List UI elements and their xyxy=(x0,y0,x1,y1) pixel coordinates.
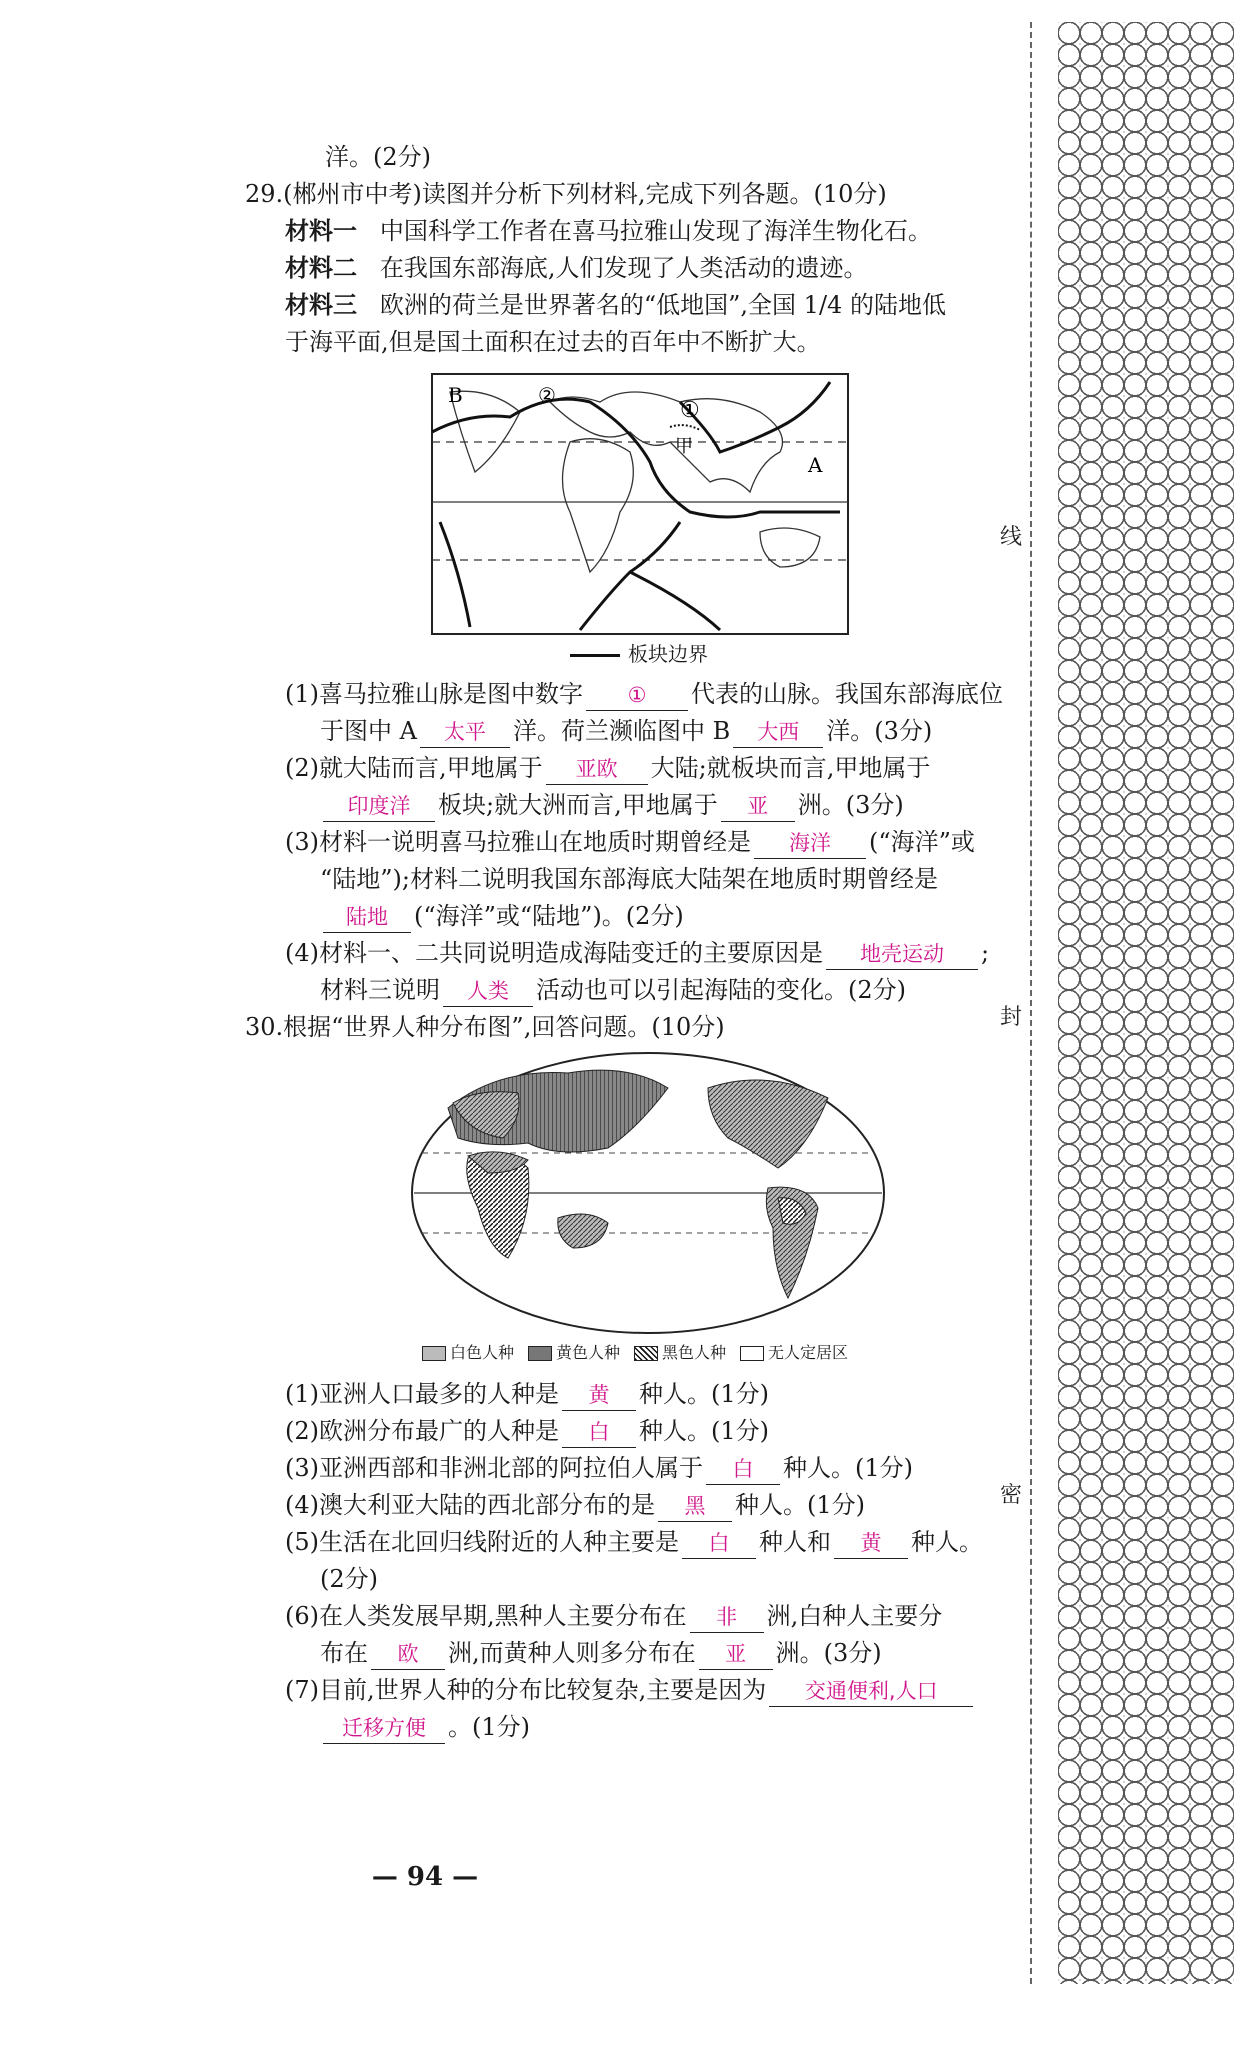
answer-blank[interactable]: 印度洋 xyxy=(323,791,435,822)
q29-3-line3: 陆地 (“海洋”或“陆地”)。(2分) xyxy=(320,899,684,933)
q29-2-line2: 印度洋 板块;就大洲而言,甲地属于 亚 洲。(3分) xyxy=(320,788,904,822)
material-1-text: 中国科学工作者在喜马拉雅山发现了海洋生物化石。 xyxy=(379,217,932,245)
map1-label-b: B xyxy=(448,383,463,407)
answer-blank[interactable]: 白 xyxy=(562,1417,636,1448)
q30-4: (4)澳大利亚大陆的西北部分布的是 黑 种人。(1分) xyxy=(285,1488,865,1522)
q30-5-line1: (5)生活在北回归线附近的人种主要是 白 种人和 黄 种人。 xyxy=(285,1525,983,1559)
answer-blank[interactable]: 白 xyxy=(706,1454,780,1485)
q30-3: (3)亚洲西部和非洲北部的阿拉伯人属于 白 种人。(1分) xyxy=(285,1451,913,1485)
answer-blank[interactable]: 迁移方便 xyxy=(323,1713,445,1744)
q30-1: (1)亚洲人口最多的人种是 黄 种人。(1分) xyxy=(285,1377,769,1411)
q30-7-line2: 迁移方便 。(1分) xyxy=(320,1710,530,1744)
q30-6-line2: 布在 欧 洲,而黄种人则多分布在 亚 洲。(3分) xyxy=(320,1636,882,1670)
q29-2-line1: (2)就大陆而言,甲地属于 亚欧 大陆;就板块而言,甲地属于 xyxy=(285,751,930,785)
q30-7-line1: (7)目前,世界人种的分布比较复杂,主要是因为 交通便利,人口 xyxy=(285,1673,976,1707)
answer-blank[interactable]: 黑 xyxy=(658,1491,732,1522)
q29-4-line1: (4)材料一、二共同说明造成海陆变迁的主要原因是 地壳运动 ; xyxy=(285,936,989,970)
legend-item-black: 黑色人种 xyxy=(634,1340,726,1363)
map1-label-2: ② xyxy=(538,383,556,407)
q29-4-line2: 材料三说明 人类 活动也可以引起海陆的变化。(2分) xyxy=(320,973,906,1007)
answer-blank[interactable]: 交通便利,人口 xyxy=(769,1676,973,1707)
material-3 xyxy=(285,288,946,322)
material-1 xyxy=(285,214,932,248)
material-2 xyxy=(285,251,868,285)
side-char-xian: 线 xyxy=(1000,525,1023,550)
prev-question-tail: 洋。(2分) xyxy=(325,143,431,171)
answer-blank[interactable]: 亚 xyxy=(721,791,795,822)
answer-blank[interactable]: 亚欧 xyxy=(546,754,648,785)
answer-blank[interactable]: 大西 xyxy=(733,717,823,748)
map1-label-a: A xyxy=(808,453,823,477)
q30-6-line1: (6)在人类发展早期,黑种人主要分布在 非 洲,白种人主要分 xyxy=(285,1599,942,1633)
answer-blank[interactable]: 黄 xyxy=(562,1380,636,1411)
material-2-label: 材料二 xyxy=(285,254,357,282)
side-char-feng: 封 xyxy=(1000,1005,1023,1030)
q29-3-line2: “陆地”);材料二说明我国东部海底大陆架在地质时期曾经是 xyxy=(320,865,938,893)
legend-item-white: 白色人种 xyxy=(422,1340,514,1363)
q30-2: (2)欧洲分布最广的人种是 白 种人。(1分) xyxy=(285,1414,769,1448)
map1-caption: 板块边界 xyxy=(570,638,708,667)
answer-blank[interactable]: 黄 xyxy=(834,1528,908,1559)
material-3-text: 欧洲的荷兰是世界著名的“低地国”,全国 1/4 的陆地低 xyxy=(379,291,946,319)
decorative-border-pattern xyxy=(1058,22,1234,1984)
answer-blank[interactable]: 欧 xyxy=(371,1639,445,1670)
world-race-map xyxy=(408,1048,888,1338)
q30-5-line2: (2分) xyxy=(320,1565,378,1593)
answer-blank[interactable]: 陆地 xyxy=(323,902,411,933)
material-3-cont: 于海平面,但是国土面积在过去的百年中不断扩大。 xyxy=(285,328,821,356)
map2-legend xyxy=(422,1340,848,1363)
material-1-label: 材料一 xyxy=(285,217,357,245)
legend-item-yellow: 黄色人种 xyxy=(528,1340,620,1363)
legend-item-uninhabited: 无人定居区 xyxy=(740,1340,848,1363)
answer-blank[interactable]: 太平 xyxy=(420,717,510,748)
q30-title: 30.根据“世界人种分布图”,回答问题。(10分) xyxy=(245,1013,725,1041)
answer-blank[interactable]: 地壳运动 xyxy=(826,939,978,970)
q29-3-line1: (3)材料一说明喜马拉雅山在地质时期曾经是 海洋 (“海洋”或 xyxy=(285,825,975,859)
map1-label-1: ① xyxy=(680,398,700,423)
map1-label-jia: 甲 xyxy=(675,436,693,457)
answer-blank[interactable]: 非 xyxy=(690,1602,764,1633)
material-2-text: 在我国东部海底,人们发现了人类活动的遗迹。 xyxy=(379,254,868,282)
plate-boundary-map xyxy=(430,372,850,637)
answer-blank[interactable]: 白 xyxy=(682,1528,756,1559)
answer-blank[interactable]: ① xyxy=(586,680,688,711)
answer-blank[interactable]: 海洋 xyxy=(754,828,866,859)
q29-1-line1: (1)喜马拉雅山脉是图中数字 ① 代表的山脉。我国东部海底位 xyxy=(285,677,1003,711)
side-char-mi: 密 xyxy=(1000,1483,1023,1508)
answer-blank[interactable]: 人类 xyxy=(443,976,533,1007)
q29-title: 29.(郴州市中考)读图并分析下列材料,完成下列各题。(10分) xyxy=(245,180,887,208)
answer-blank[interactable]: 亚 xyxy=(699,1639,773,1670)
page-number: — 94 — xyxy=(371,1862,479,1892)
cut-line xyxy=(1030,22,1032,1984)
q29-1-line2: 于图中 A 太平 洋。荷兰濒临图中 B 大西 洋。(3分) xyxy=(320,714,932,748)
material-3-label: 材料三 xyxy=(285,291,357,319)
